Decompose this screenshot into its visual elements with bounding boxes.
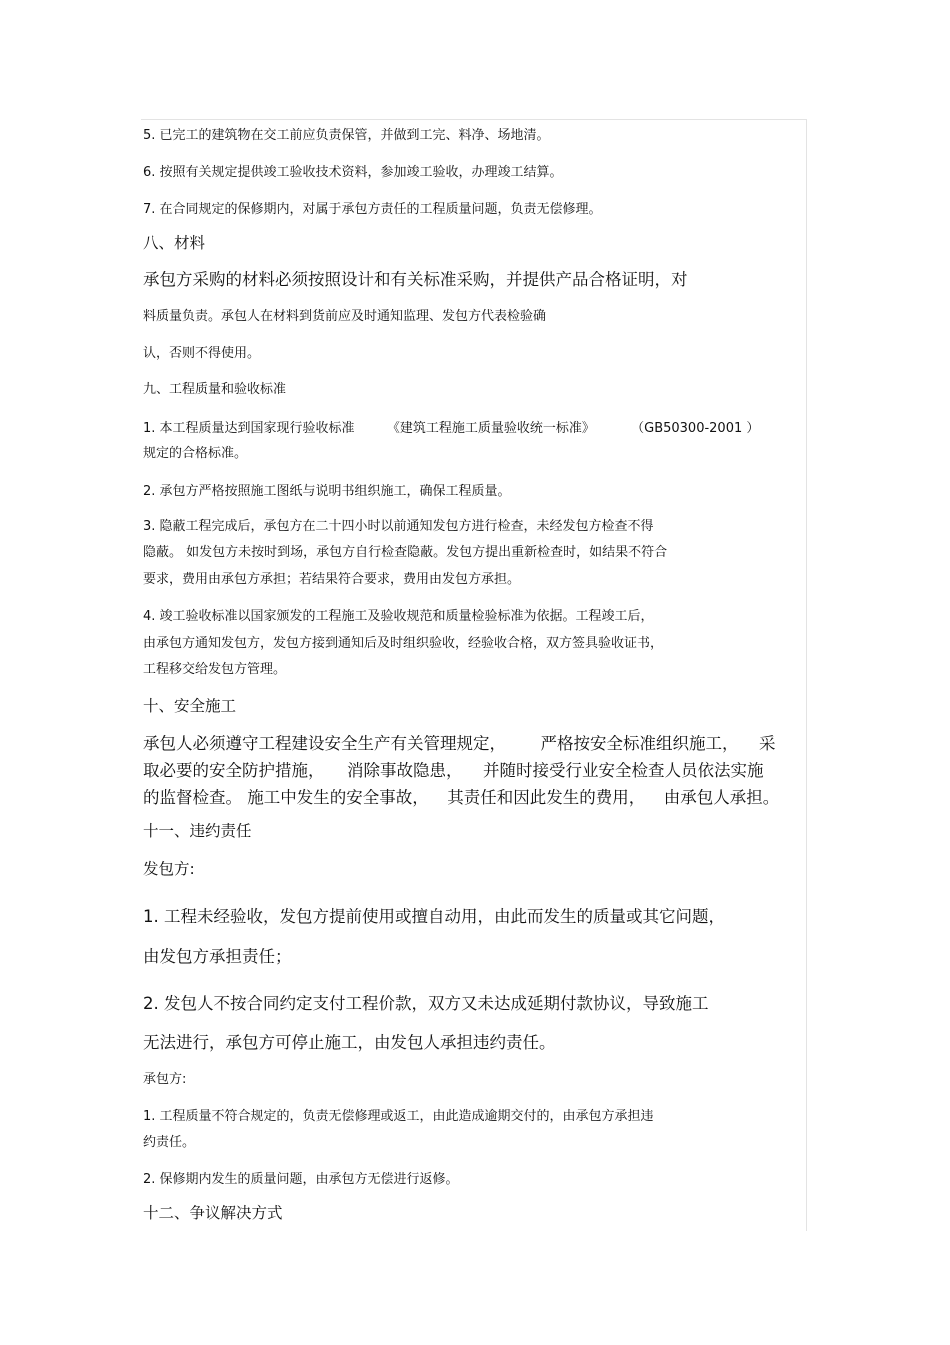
contractor-clause-1-line-2: 约责任。	[143, 1135, 196, 1150]
section-9-heading: 九、工程质量和验收标准	[143, 382, 287, 397]
employer-clause-2-line-2: 无法进行，承包方可停止施工，由发包人承担违约责任。	[143, 1033, 556, 1052]
safety-line-1	[143, 730, 776, 754]
safety-line-2-part-a: 取必要的安全防护措施，	[143, 761, 325, 780]
clause-9-2: 2. 承包方严格按照施工图纸与说明书组织施工，确保工程质量。	[143, 484, 511, 499]
safety-line-3-part-a: 的监督检查。 施工中发生的安全事故，	[143, 788, 429, 807]
safety-line-3	[143, 784, 779, 808]
safety-line-1-part-c: 采	[759, 734, 776, 753]
contractor-clause-1-line-1: 1. 工程质量不符合规定的，负责无偿修理或返工，由此造成逾期交付的，由承包方承担违	[143, 1109, 654, 1124]
clause-9-3-line-2: 隐蔽。 如发包方未按时到场，承包方自行检查隐蔽。发包方提出重新检查时，如结果不符合	[143, 545, 668, 560]
page-border-top	[141, 119, 807, 120]
contractor-label: 承包方:	[143, 1072, 187, 1087]
employer-clause-1-line-2: 由发包方承担责任；	[143, 947, 292, 966]
contractor-clause-2: 2. 保修期内发生的质量问题，由承包方无偿进行返修。	[143, 1172, 459, 1187]
clause-9-4-line-1: 4. 竣工验收标准以国家颁发的工程施工及验收规范和质量检验标准为依据。工程竣工后，	[143, 609, 654, 624]
clause-7-5: 5. 已完工的建筑物在交工前应负责保管，并做到工完、料净、场地清。	[143, 128, 550, 143]
clause-9-1-part-a: 1. 本工程质量达到国家现行验收标准	[143, 421, 355, 436]
safety-line-2-part-b: 消除事故隐患，	[347, 761, 463, 780]
clause-9-4-line-2: 由承包方通知发包方，发包方接到通知后及时组织验收，经验收合格，双方签具验收证书，	[143, 636, 664, 651]
clause-7-7: 7. 在合同规定的保修期内，对属于承包方责任的工程质量问题，负责无偿修理。	[143, 202, 602, 217]
section-12-heading: 十二、争议解决方式	[143, 1204, 283, 1222]
safety-line-2-part-c: 并随时接受行业安全检查人员依法实施	[483, 761, 764, 780]
clause-9-1-code: （GB50300-2001 ）	[631, 421, 760, 436]
clause-9-3-line-1: 3. 隐蔽工程完成后，承包方在二十四小时以前通知发包方进行检查，未经发包方检查不得	[143, 519, 654, 534]
employer-clause-1-line-1: 1. 工程未经验收，发包方提前使用或擅自动用，由此而发生的质量或其它问题，	[143, 907, 725, 926]
clause-7-6: 6. 按照有关规定提供竣工验收技术资料，参加竣工验收，办理竣工结算。	[143, 165, 563, 180]
materials-line-3: 认，否则不得使用。	[143, 346, 261, 361]
section-10-heading: 十、安全施工	[143, 697, 237, 715]
clause-9-1-standard: 《建筑工程施工质量验收统一标准》	[386, 421, 595, 436]
safety-line-3-part-c: 由承包人承担。	[663, 788, 780, 807]
page-border-right	[806, 119, 807, 1231]
employer-label: 发包方:	[143, 860, 195, 878]
section-11-heading: 十一、违约责任	[143, 822, 252, 840]
section-8-heading: 八、材料	[143, 234, 206, 252]
employer-clause-2-line-1: 2. 发包人不按合同约定支付工程价款，双方又未达成延期付款协议，导致施工	[143, 994, 709, 1013]
clause-9-1-line-1	[143, 417, 759, 436]
clause-9-4-line-3: 工程移交给发包方管理。	[143, 662, 287, 677]
materials-line-2: 料质量负责。承包人在材料到货前应及时通知监理、发包方代表检验确	[143, 309, 547, 324]
safety-line-2	[143, 757, 764, 781]
safety-line-1-part-b: 严格按安全标准组织施工，	[540, 734, 739, 753]
safety-line-1-part-a: 承包人必须遵守工程建设安全生产有关管理规定，	[143, 734, 506, 753]
clause-9-1-line-2: 规定的合格标准。	[143, 446, 248, 461]
safety-line-3-part-b: 其责任和因此发生的费用，	[447, 788, 646, 807]
clause-9-3-line-3: 要求，费用由承包方承担；若结果符合要求，费用由发包方承担。	[143, 572, 521, 587]
materials-line-1: 承包方采购的材料必须按照设计和有关标准采购，并提供产品合格证明，对	[143, 270, 688, 289]
